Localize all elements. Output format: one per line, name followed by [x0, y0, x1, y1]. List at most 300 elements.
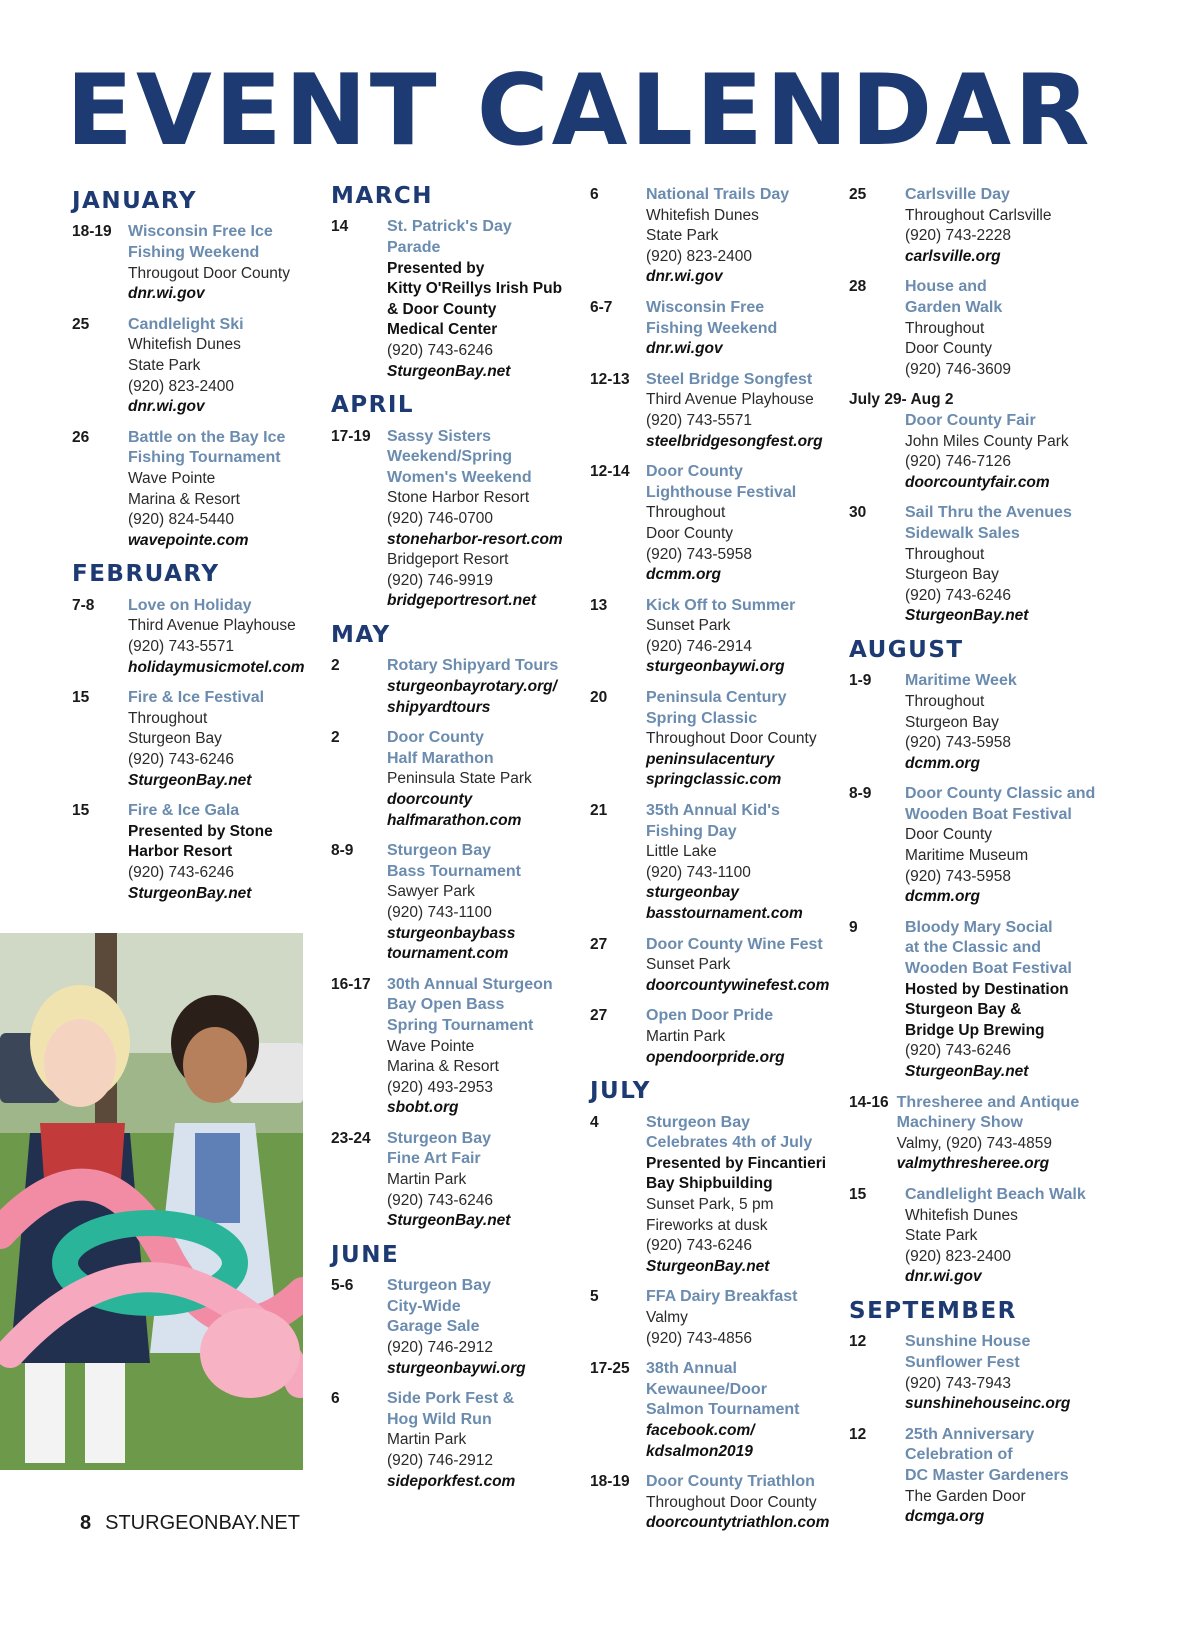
event-info	[905, 1425, 1111, 1528]
event-url[interactable]: wavepointe.com	[128, 531, 249, 549]
event-name: Wisconsin Free Ice	[128, 223, 273, 241]
event-info	[646, 1113, 852, 1278]
event-url[interactable]: doorcounty	[387, 790, 473, 808]
event-name: Sunflower Fest	[905, 1353, 1020, 1371]
event-detail: Sturgeon Bay	[128, 730, 222, 748]
event-name: Rotary Shipyard Tours	[387, 657, 559, 675]
event-info	[646, 596, 852, 678]
event-name: Sturgeon Bay	[646, 1113, 751, 1131]
event-item	[590, 462, 852, 586]
event-info	[128, 315, 334, 418]
event-name: Hog Wild Run	[387, 1410, 492, 1428]
event-url[interactable]: SturgeonBay.net	[905, 1063, 1029, 1080]
event-url[interactable]: doorcountyfair.com	[905, 473, 1050, 491]
event-item	[331, 427, 593, 612]
event-url[interactable]: valmythresheree.org	[896, 1155, 1050, 1173]
page-number: 8	[80, 1512, 92, 1534]
event-detail: Throughout Door County	[646, 1493, 817, 1511]
event-info	[387, 427, 593, 612]
event-url[interactable]: dcmm.org	[905, 754, 980, 772]
event-detail: (920) 823-2400	[128, 377, 234, 395]
event-detail: (920) 743-7943	[905, 1374, 1011, 1392]
event-date: 28	[849, 278, 867, 296]
event-info	[646, 462, 852, 586]
event-date: 14-16	[849, 1093, 889, 1111]
event-item	[331, 841, 593, 965]
event-detail: (920) 743-6246	[128, 750, 234, 768]
event-detail: (920) 743-5958	[905, 867, 1011, 885]
event-url[interactable]: stoneharbor-resort.com	[387, 530, 563, 548]
event-item	[590, 935, 852, 997]
event-detail: Martin Park	[387, 1171, 467, 1189]
event-url[interactable]: doorcountytriathlon.com	[646, 1514, 830, 1532]
event-detail: Marina & Resort	[387, 1058, 499, 1076]
children-with-balloons-photo	[0, 933, 303, 1470]
event-detail: Sunset Park	[646, 617, 731, 635]
event-detail: (920) 743-6246	[128, 863, 234, 881]
event-detail: John Miles County Park	[905, 432, 1069, 450]
event-name: Parade	[387, 239, 441, 257]
event-item	[590, 1472, 852, 1534]
event-item	[72, 688, 334, 791]
calendar-column-4	[849, 185, 1111, 1538]
month-heading: JANUARY	[72, 188, 197, 214]
event-info	[387, 1129, 593, 1232]
event-name: Fishing Day	[646, 822, 737, 840]
event-detail: State Park	[905, 1227, 978, 1245]
event-item	[331, 1276, 593, 1379]
event-url[interactable]: basstournament.com	[646, 905, 803, 922]
event-detail: Stone Harbor Resort	[387, 489, 530, 507]
event-detail: (920) 743-4856	[646, 1329, 752, 1347]
event-date: 5	[590, 1288, 599, 1306]
event-presenter: Hosted by Destination	[905, 980, 1069, 998]
event-date: 23-24	[331, 1129, 371, 1147]
event-detail: Door County	[905, 340, 993, 358]
event-name: City-Wide	[387, 1297, 461, 1315]
event-item	[590, 801, 852, 925]
event-name: House and	[905, 278, 987, 296]
event-detail: (920) 743-5958	[646, 545, 752, 563]
event-detail: Throughout	[128, 709, 208, 727]
event-detail: The Garden Door	[905, 1487, 1026, 1505]
event-presenter: Kitty O'Reillys Irish Pub	[387, 280, 563, 298]
event-presenter: Sturgeon Bay &	[905, 1001, 1022, 1019]
event-detail: Sawyer Park	[387, 883, 475, 901]
event-name: National Trails Day	[646, 186, 790, 203]
calendar-column-3	[590, 185, 852, 1544]
event-detail: Valmy	[646, 1308, 688, 1326]
event-date: 17-19	[331, 427, 371, 445]
event-name: Celebration of	[905, 1446, 1013, 1464]
event-item	[849, 1425, 1111, 1528]
event-item	[331, 728, 593, 831]
event-detail: Whitefish Dunes	[905, 1206, 1018, 1224]
event-detail: Martin Park	[387, 1431, 467, 1449]
event-url[interactable]: dnr.wi.gov	[128, 398, 205, 416]
event-name: Sturgeon Bay	[387, 1277, 492, 1295]
event-item	[331, 217, 593, 382]
event-detail: (920) 746-3609	[905, 360, 1011, 378]
event-date: 14	[331, 218, 349, 236]
event-detail: Whitefish Dunes	[646, 206, 759, 224]
event-detail: Throughout Door County	[646, 730, 817, 748]
event-url[interactable]: SturgeonBay.net	[128, 884, 252, 902]
event-detail: (920) 746-9919	[387, 571, 493, 589]
event-info	[646, 1472, 852, 1534]
event-detail: (920) 824-5440	[128, 511, 234, 529]
event-name: DC Master Gardeners	[905, 1466, 1069, 1484]
event-name: Spring Tournament	[387, 1016, 534, 1034]
event-detail: (920) 493-2953	[387, 1078, 493, 1096]
event-detail: Wave Pointe	[128, 469, 216, 487]
event-name: Door County Wine Fest	[646, 935, 823, 953]
event-item	[849, 277, 1111, 380]
event-date: 27	[590, 935, 608, 953]
event-name: Machinery Show	[896, 1114, 1023, 1132]
event-date: 6	[590, 186, 599, 203]
event-url[interactable]: sturgeonbaybass	[387, 924, 516, 942]
event-detail: (920) 743-5571	[646, 411, 752, 429]
event-date: 5-6	[331, 1277, 354, 1295]
event-date: 27	[590, 1007, 608, 1025]
event-item	[849, 671, 1111, 774]
event-name: 35th Annual Kid's	[646, 802, 780, 820]
event-detail: Sunset Park	[646, 956, 731, 974]
event-name: Maritime Week	[905, 672, 1017, 690]
event-name: Bloody Mary Social	[905, 918, 1053, 936]
month-heading: MARCH	[331, 183, 434, 209]
event-date: 9	[849, 918, 858, 936]
event-detail: (920) 743-5571	[128, 637, 234, 655]
event-item	[590, 1006, 852, 1068]
event-detail: (920) 743-6246	[387, 342, 493, 359]
calendar-column-2	[331, 183, 593, 1502]
event-detail: Third Avenue Playhouse	[128, 617, 296, 635]
event-name: 25th Anniversary	[905, 1425, 1035, 1443]
event-detail: Little Lake	[646, 843, 717, 861]
event-url[interactable]: peninsulacentury	[646, 750, 775, 768]
event-info	[387, 1276, 593, 1379]
event-url[interactable]: tournament.com	[387, 945, 509, 963]
event-detail: Whitefish Dunes	[128, 336, 241, 354]
event-detail: Throughout	[905, 692, 985, 710]
event-name: Sail Thru the Avenues	[905, 504, 1072, 522]
event-item	[849, 1093, 1111, 1175]
event-item	[331, 1389, 593, 1492]
event-info	[905, 918, 1111, 1083]
event-date: 8-9	[849, 785, 872, 803]
event-item	[331, 656, 593, 718]
month-heading: FEBRUARY	[72, 561, 220, 588]
event-detail: Sunset Park, 5 pm	[646, 1195, 774, 1213]
event-item	[849, 411, 1111, 493]
event-name: Candlelight Ski	[128, 315, 244, 333]
event-date: 30	[849, 504, 867, 522]
event-name: 38th Annual	[646, 1360, 737, 1378]
event-date: 20	[590, 689, 608, 707]
event-date: 15	[849, 1185, 867, 1203]
event-url[interactable]: steelbridgesongfest.org	[646, 432, 823, 450]
event-name: Kick Off to Summer	[646, 596, 796, 614]
month-heading: SEPTEMBER	[849, 1297, 1017, 1324]
event-url[interactable]: halfmarathon.com	[387, 811, 522, 829]
event-name: Fishing Weekend	[646, 319, 778, 337]
event-url[interactable]: sturgeonbayrotary.org/	[387, 678, 557, 695]
event-url[interactable]: dcmga.org	[905, 1508, 985, 1526]
event-item	[590, 596, 852, 678]
event-detail: (920) 746-2912	[387, 1452, 493, 1470]
event-item	[331, 975, 593, 1119]
event-url[interactable]: bridgeportresort.net	[387, 592, 536, 610]
event-item	[72, 596, 334, 678]
event-info	[387, 217, 593, 382]
event-item	[72, 315, 334, 418]
event-presenter: Harbor Resort	[128, 843, 233, 861]
event-info	[128, 222, 334, 304]
event-name: Love on Holiday	[128, 596, 252, 614]
event-detail: Door County	[646, 524, 734, 542]
event-date: 15	[72, 689, 90, 707]
event-url[interactable]: dnr.wi.gov	[646, 268, 723, 286]
month-heading: MAY	[331, 621, 391, 648]
event-item	[590, 370, 852, 452]
event-name: Wooden Boat Festival	[905, 805, 1072, 823]
event-detail: (920) 823-2400	[646, 247, 752, 265]
event-name: at the Classic and	[905, 939, 1042, 957]
event-name: Bass Tournament	[387, 862, 521, 880]
event-detail: Throughout	[905, 319, 985, 337]
event-name: Sassy Sisters	[387, 427, 492, 445]
event-info	[387, 975, 593, 1119]
event-url[interactable]: SturgeonBay.net	[387, 1212, 511, 1230]
event-name: Salmon Tournament	[646, 1401, 800, 1419]
event-presenter: Medical Center	[387, 321, 498, 339]
event-detail: (920) 743-5958	[905, 734, 1011, 752]
event-item	[331, 1129, 593, 1232]
event-date: 1-9	[849, 672, 872, 690]
event-name: Sturgeon Bay	[387, 842, 492, 860]
event-date: 2	[331, 657, 340, 675]
event-detail: Maritime Museum	[905, 847, 1029, 865]
event-name: Lighthouse Festival	[646, 483, 797, 501]
event-presenter: Presented by Stone	[128, 822, 273, 840]
site-name: STURGEONBAY.NET	[105, 1512, 300, 1534]
event-info	[905, 671, 1111, 774]
event-date: 16-17	[331, 975, 371, 993]
event-date: 26	[72, 428, 90, 446]
event-url[interactable]: dnr.wi.gov	[646, 340, 723, 358]
event-info	[128, 801, 334, 904]
event-name: Kewaunee/Door	[646, 1380, 767, 1398]
event-name: Fishing Weekend	[128, 244, 260, 262]
event-detail: Sturgeon Bay	[905, 713, 999, 731]
event-date: 21	[590, 802, 608, 820]
event-detail: (920) 746-2914	[646, 637, 752, 655]
event-url[interactable]: SturgeonBay.net	[905, 607, 1029, 625]
event-info	[128, 688, 334, 791]
event-name: Fine Art Fair	[387, 1150, 481, 1168]
event-name: Garden Walk	[905, 298, 1003, 316]
event-item	[849, 185, 1111, 267]
event-presenter: & Door County	[387, 300, 497, 318]
event-detail: Fireworks at dusk	[646, 1216, 768, 1234]
month-heading: AUGUST	[849, 636, 964, 663]
event-item	[72, 801, 334, 904]
event-date: July 29- Aug 2	[849, 391, 954, 409]
event-date: 13	[590, 596, 608, 614]
event-info	[387, 841, 593, 965]
event-info	[128, 596, 334, 678]
event-info	[905, 1332, 1111, 1414]
event-name: Garage Sale	[387, 1318, 480, 1336]
event-date: 6	[331, 1390, 340, 1408]
event-detail: (920) 746-7126	[905, 453, 1011, 471]
event-item	[590, 1359, 852, 1462]
event-url[interactable]: SturgeonBay.net	[646, 1257, 770, 1275]
event-detail: State Park	[646, 227, 719, 245]
event-url[interactable]: SturgeonBay.net	[128, 771, 252, 789]
event-date: 17-25	[590, 1360, 630, 1378]
event-detail: (920) 743-6246	[905, 586, 1011, 604]
event-info	[646, 688, 852, 791]
event-date: 15	[72, 802, 90, 820]
event-detail: (920) 743-6246	[905, 1042, 1011, 1060]
event-url[interactable]: doorcountywinefest.com	[646, 976, 830, 994]
event-date: 8-9	[331, 842, 354, 860]
event-item	[590, 185, 852, 288]
event-info	[646, 1006, 852, 1068]
event-name: Sturgeon Bay	[387, 1129, 492, 1147]
event-detail: Peninsula State Park	[387, 770, 532, 788]
event-detail: Throughout	[905, 545, 985, 563]
event-info	[646, 185, 852, 288]
page-title: EVENT CALENDAR	[66, 54, 1093, 168]
month-heading: JULY	[590, 1078, 651, 1105]
event-name: Door County Fair	[905, 411, 1036, 429]
event-url[interactable]: SturgeonBay.net	[387, 362, 511, 380]
event-url[interactable]: holidaymusicmotel.com	[128, 658, 305, 676]
event-info	[905, 784, 1111, 908]
event-url[interactable]: dnr.wi.gov	[128, 285, 205, 303]
event-info	[897, 1093, 1111, 1175]
event-date: 12-13	[590, 370, 630, 388]
event-detail: Sturgeon Bay	[905, 566, 999, 584]
event-info	[646, 298, 852, 360]
event-name: Door County	[646, 463, 743, 481]
event-name: 30th Annual Sturgeon	[387, 975, 553, 993]
event-name: Fire & Ice Gala	[128, 802, 240, 820]
event-name: Steel Bridge Songfest	[646, 370, 813, 388]
event-name: Door County Triathlon	[646, 1473, 815, 1491]
event-item	[849, 1332, 1111, 1414]
event-name: Fishing Tournament	[128, 449, 281, 467]
event-date: 2	[331, 729, 340, 747]
event-name: Candlelight Beach Walk	[905, 1185, 1086, 1203]
event-url[interactable]: dnr.wi.gov	[905, 1268, 982, 1286]
event-url[interactable]: opendoorpride.org	[646, 1048, 785, 1066]
event-name: Door County	[387, 729, 484, 747]
photo-illustration	[0, 933, 303, 1470]
event-name: Spring Classic	[646, 709, 758, 727]
event-url[interactable]: sideporkfest.com	[387, 1472, 516, 1490]
event-detail: Door County	[905, 826, 993, 844]
event-date: 12	[849, 1425, 867, 1443]
event-name: Weekend/Spring	[387, 448, 513, 466]
event-detail: (920) 743-6246	[387, 1191, 493, 1209]
event-name: Open Door Pride	[646, 1007, 774, 1025]
event-name: Bay Open Bass	[387, 996, 505, 1014]
event-info	[905, 277, 1111, 380]
event-item	[72, 428, 334, 552]
event-url[interactable]: sturgeonbaywi.org	[387, 1359, 526, 1377]
event-date: 7-8	[72, 596, 95, 614]
event-presenter: Bay Shipbuilding	[646, 1175, 773, 1193]
event-name: Side Pork Fest &	[387, 1390, 515, 1408]
event-name: Battle on the Bay Ice	[128, 428, 286, 446]
event-info	[646, 1287, 852, 1349]
event-detail: Third Avenue Playhouse	[646, 391, 814, 409]
event-name: Thresheree and Antique	[896, 1093, 1080, 1111]
event-info	[646, 370, 852, 452]
event-detail: Valmy, (920) 743-4859	[896, 1134, 1053, 1152]
event-name: Wisconsin Free	[646, 298, 765, 316]
event-info	[905, 185, 1111, 267]
event-url[interactable]: dcmm.org	[646, 566, 721, 584]
event-detail: (920) 743-1100	[387, 903, 492, 921]
event-presenter: Presented by	[387, 259, 485, 277]
event-url[interactable]: facebook.com/	[646, 1421, 755, 1439]
event-presenter: Bridge Up Brewing	[905, 1021, 1045, 1039]
event-name: Peninsula Century	[646, 689, 787, 707]
event-item	[849, 1185, 1111, 1288]
event-info	[905, 411, 1111, 493]
event-url[interactable]: sturgeonbay	[646, 884, 740, 902]
event-item	[590, 688, 852, 791]
event-info	[905, 503, 1111, 627]
event-item	[849, 918, 1111, 1083]
event-item	[590, 298, 852, 360]
event-date: 4	[590, 1113, 599, 1131]
event-name: Half Marathon	[387, 749, 494, 767]
page-footer	[80, 1512, 300, 1535]
event-name: Women's Weekend	[387, 468, 532, 486]
event-item	[590, 1113, 852, 1278]
event-url[interactable]: dcmm.org	[905, 888, 980, 906]
event-date: 12	[849, 1333, 867, 1351]
event-name: St. Patrick's Day	[387, 218, 512, 236]
event-date: 18-19	[590, 1473, 630, 1491]
event-item	[849, 503, 1111, 627]
event-name: Wooden Boat Festival	[905, 960, 1072, 978]
event-detail: (920) 823-2400	[905, 1247, 1011, 1265]
event-url[interactable]: springclassic.com	[646, 771, 782, 789]
calendar-column-1	[72, 188, 334, 914]
event-info	[387, 728, 593, 831]
event-detail: Throughout	[646, 504, 726, 522]
event-url[interactable]: shipyardtours	[387, 698, 491, 716]
event-url[interactable]: kdsalmon2019	[646, 1442, 753, 1460]
event-detail: State Park	[128, 357, 201, 374]
event-url[interactable]: sunshinehouseinc.org	[905, 1395, 1071, 1413]
event-url[interactable]: carlsville.org	[905, 247, 1001, 265]
month-heading: APRIL	[331, 392, 415, 419]
event-name: Carlsville Day	[905, 186, 1010, 203]
event-url[interactable]: sturgeonbaywi.org	[646, 658, 785, 676]
event-url[interactable]: sbobt.org	[387, 1099, 459, 1117]
event-detail: (920) 743-1100	[646, 863, 751, 881]
event-detail: (920) 743-2228	[905, 227, 1011, 245]
